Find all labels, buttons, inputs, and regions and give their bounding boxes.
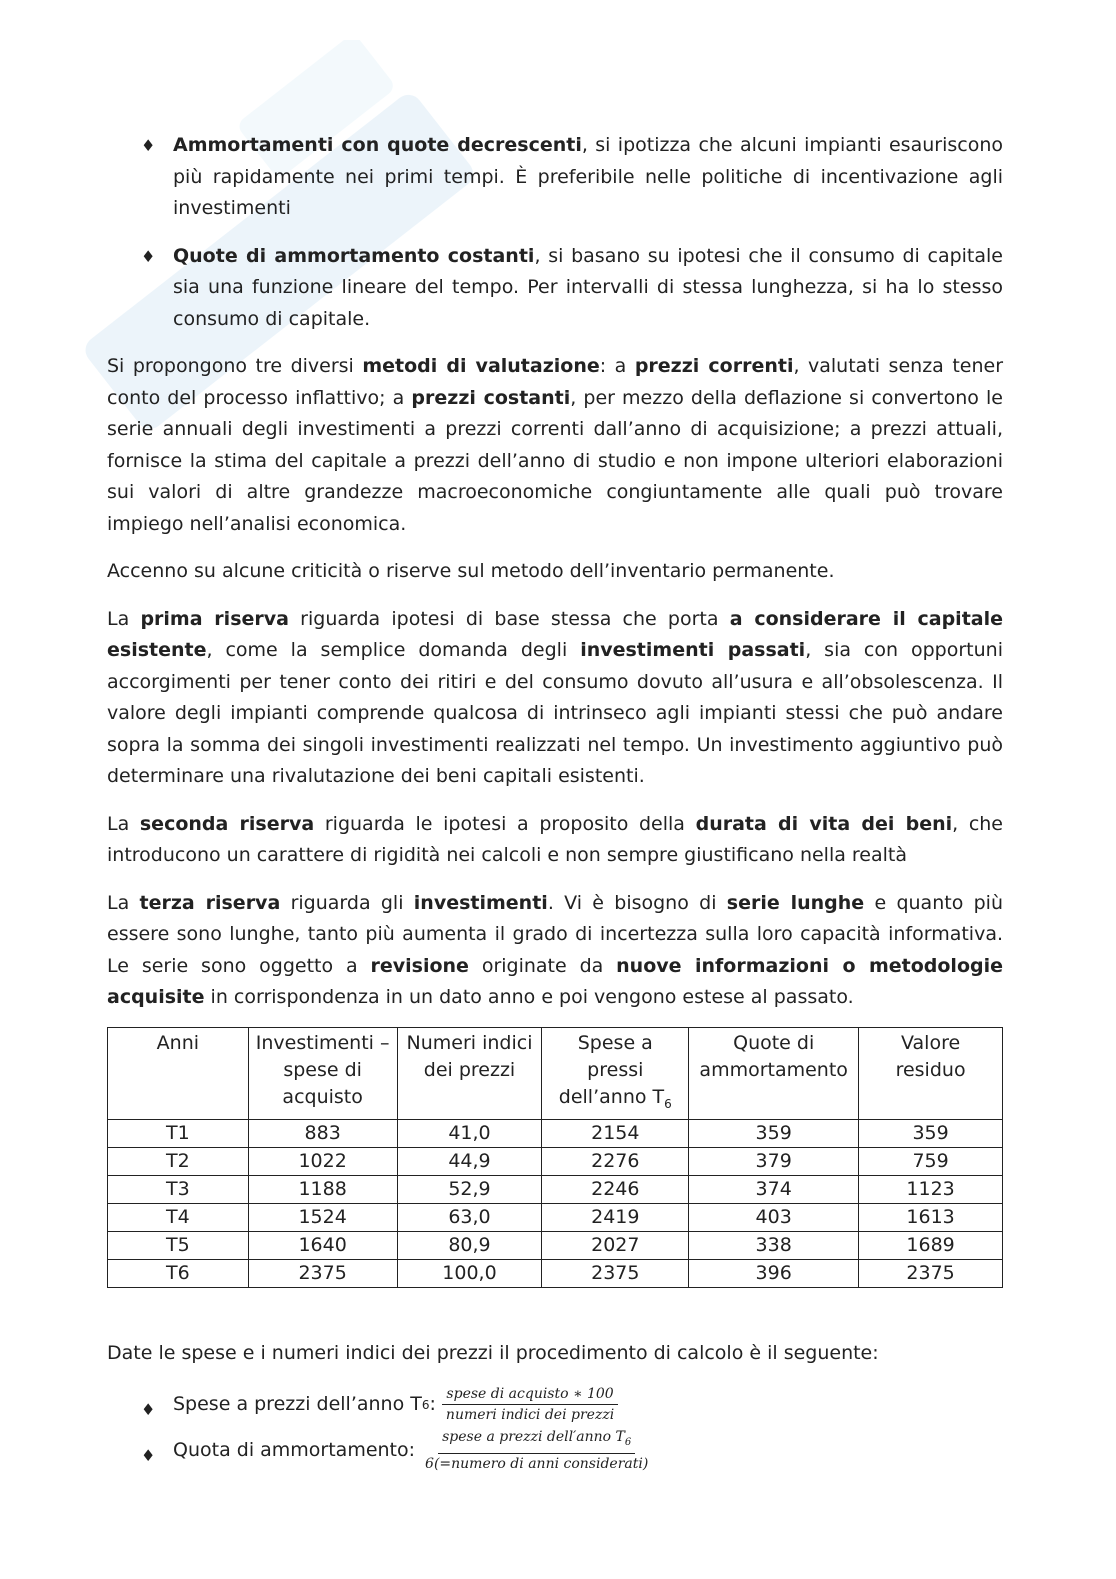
header-text: Spese a pressi dell’anno T	[558, 1031, 665, 1108]
text-run: , per mezzo della deflazione si convertono le serie annuali degli investimenti a prezzi correnti dall’anno di acquisizione; a prezzi attuali, fornisce la stima del capitale a prezzi dell’anno di studio e non impone ulteriori elaborazioni sui valori di altre grandezze macroeconomiche congiuntamente alle quali può trovare impiego nell’analisi economica.	[107, 386, 1003, 535]
bold-run: metodi di valutazione	[362, 355, 600, 377]
table-cell: 359	[689, 1120, 859, 1148]
table-cell: 1640	[248, 1232, 397, 1260]
header-anni: Anni	[108, 1027, 249, 1120]
diamond-bullet-icon: ♦	[141, 1399, 156, 1419]
text-run: e quanto più essere sono lunghe, tanto più aumenta il grado di incertezza sulla loro capacità informativa. Le serie sono oggetto a	[107, 891, 1003, 977]
formula-spese-prezzi	[107, 1382, 1003, 1428]
text-run: riguarda le ipotesi a proposito della	[314, 812, 696, 835]
header-investimenti: Investimenti – spese di acquisto	[248, 1027, 397, 1120]
table-cell: 1123	[859, 1176, 1003, 1204]
bold-run: prima riserva	[140, 607, 289, 630]
paragraph-third-reserve	[107, 888, 1003, 1014]
table-cell: 2154	[542, 1120, 689, 1148]
text-run: , valutati senza tener conto del processo inflattivo; a	[107, 355, 1003, 409]
table-cell: 359	[859, 1120, 1003, 1148]
bullet-constant-quotas	[107, 241, 1003, 336]
text-run: : a	[599, 355, 635, 377]
table-cell: 1188	[248, 1176, 397, 1204]
bold-run: a considerare il capitale esistente	[107, 607, 1003, 661]
bold-run: prezzi correnti	[634, 355, 794, 377]
text-run: Si propongono tre diversi	[107, 355, 363, 377]
text-run: , come la semplice domanda degli	[206, 639, 581, 661]
bold-run: terza riserva	[139, 891, 281, 914]
header-valore-residuo: Valore residuo	[859, 1027, 1003, 1120]
document-page	[107, 130, 1003, 1474]
table-cell: T6	[108, 1260, 249, 1288]
table-cell: 2375	[248, 1260, 397, 1288]
numerator-subscript: 6	[624, 1437, 632, 1449]
numerator-text: spese a prezzi dell′anno T	[442, 1429, 625, 1446]
table-cell: 1524	[248, 1204, 397, 1232]
text-run: . Vi è bisogno di	[547, 891, 727, 914]
bullet-bold-term: Ammortamenti con quote decrescenti	[173, 134, 582, 156]
table-row	[108, 1260, 1003, 1288]
fraction-denominator: numeri indici dei prezzi	[445, 1407, 615, 1424]
text-run: La	[107, 607, 141, 630]
bullet-bold-term: Quote di ammortamento costanti	[173, 244, 535, 267]
text-run: riguarda gli	[280, 891, 414, 914]
table-cell: 44,9	[397, 1148, 542, 1176]
formula-subscript: 6	[421, 1397, 430, 1412]
table-cell: 2375	[859, 1260, 1003, 1288]
table-cell: T5	[108, 1232, 249, 1260]
header-numeri-indici: Numeri indici dei prezzi	[397, 1027, 542, 1120]
table-cell: T2	[108, 1148, 249, 1176]
formula-quota-ammortamento	[107, 1428, 1003, 1474]
header-spese-prezzi	[542, 1027, 689, 1120]
table-cell: 2246	[542, 1176, 689, 1204]
text-run: riguarda ipotesi di base stessa che porta	[288, 607, 730, 630]
header-quote-ammortamento: Quote di ammortamento	[689, 1027, 859, 1120]
table-cell: 63,0	[397, 1204, 542, 1232]
table-cell: 2419	[542, 1204, 689, 1232]
fraction	[421, 1428, 652, 1473]
diamond-bullet-icon: ♦	[141, 1445, 156, 1465]
calculation-intro: Date le spese e i numeri indici dei prezzi il procedimento di calcolo è il seguente:	[107, 1342, 879, 1365]
paragraph-first-reserve	[107, 604, 1003, 793]
diamond-bullet-icon: ♦	[141, 246, 156, 266]
table-cell: 403	[689, 1204, 859, 1232]
bold-run: investimenti passati	[580, 639, 806, 661]
depreciation-bullet-list	[107, 130, 1003, 335]
bold-run: nuove informazioni o metodologie acquisite	[107, 954, 1003, 1008]
table-cell: 379	[689, 1148, 859, 1176]
header-subscript: 6	[664, 1096, 672, 1111]
bullet-decreasing-quotas	[107, 130, 1003, 225]
table-cell: 2276	[542, 1148, 689, 1176]
paragraph-criticisms-intro: Accenno su alcune criticità o riserve sul metodo dell’inventario permanente.	[107, 560, 835, 582]
table-row	[108, 1232, 1003, 1260]
bullet-text: , si ipotizza che alcuni impianti esauriscono più rapidamente nei primi tempi. È preferibile nelle politiche di incentivazione agli investimenti	[173, 134, 1003, 219]
fraction-denominator: 6(=numero di anni considerati)	[425, 1456, 649, 1473]
bullet-text: , si basano su ipotesi che il consumo di capitale sia una funzione lineare del tempo. Per intervalli di stessa lunghezza, si ha lo stesso consumo di capitale.	[173, 244, 1003, 330]
table-cell: 759	[859, 1148, 1003, 1176]
text-run: La	[107, 812, 140, 835]
table-cell: 100,0	[397, 1260, 542, 1288]
table-cell: 2027	[542, 1232, 689, 1260]
paragraph-second-reserve	[107, 809, 1003, 872]
formula-label: Quota di ammortamento:	[173, 1439, 416, 1462]
table-row	[108, 1148, 1003, 1176]
bold-run: serie lunghe	[726, 891, 865, 914]
table-cell: 52,9	[397, 1176, 542, 1204]
table-cell: T1	[108, 1120, 249, 1148]
table-cell: T3	[108, 1176, 249, 1204]
table-cell: 2375	[542, 1260, 689, 1288]
formula-label: Spese a prezzi dell’anno T	[173, 1393, 422, 1416]
fraction-numerator	[438, 1428, 635, 1454]
fraction	[442, 1385, 618, 1424]
table-cell: 41,0	[397, 1120, 542, 1148]
table-cell: 883	[248, 1120, 397, 1148]
table-row	[108, 1176, 1003, 1204]
table-cell: 396	[689, 1260, 859, 1288]
text-run: La	[107, 891, 140, 914]
table-row	[108, 1204, 1003, 1232]
text-run: , che introducono un carattere di rigidità nei calcoli e non sempre giustificano nella realtà	[107, 812, 1004, 866]
text-run: , sia con opportuni accorgimenti per tener conto dei ritiri e del consumo dovuto all’usura e all’obsolescenza. Il valore degli impianti comprende qualcosa di intrinseco agli impianti stessi che può andare sopra la somma dei singoli investimenti realizzati nel tempo. Un investimento aggiuntivo può determinare una rivalutazione dei beni capitali esistenti.	[107, 639, 1003, 787]
table-cell: 80,9	[397, 1232, 542, 1260]
bold-run: investimenti	[413, 891, 548, 914]
table-header-row	[108, 1027, 1003, 1120]
bold-run: revisione	[370, 954, 469, 977]
paragraph-valuation-methods	[107, 351, 1003, 540]
table-cell: 1613	[859, 1204, 1003, 1232]
table-cell: 374	[689, 1176, 859, 1204]
table-cell: T4	[108, 1204, 249, 1232]
table-cell: 1022	[248, 1148, 397, 1176]
table-cell: 338	[689, 1232, 859, 1260]
formula-colon: :	[429, 1393, 436, 1416]
text-run: originate da	[468, 954, 617, 977]
table-row	[108, 1120, 1003, 1148]
fraction-numerator: spese di acquisto ∗ 100	[442, 1385, 617, 1405]
bold-run: durata di vita dei beni	[695, 812, 953, 835]
table-cell: 1689	[859, 1232, 1003, 1260]
depreciation-table	[107, 1027, 1003, 1289]
text-run: in corrispondenza in un dato anno e poi vengono estese al passato.	[204, 986, 854, 1008]
diamond-bullet-icon: ♦	[141, 136, 156, 155]
bold-run: seconda riserva	[139, 812, 315, 835]
bold-run: prezzi costanti	[411, 386, 571, 409]
